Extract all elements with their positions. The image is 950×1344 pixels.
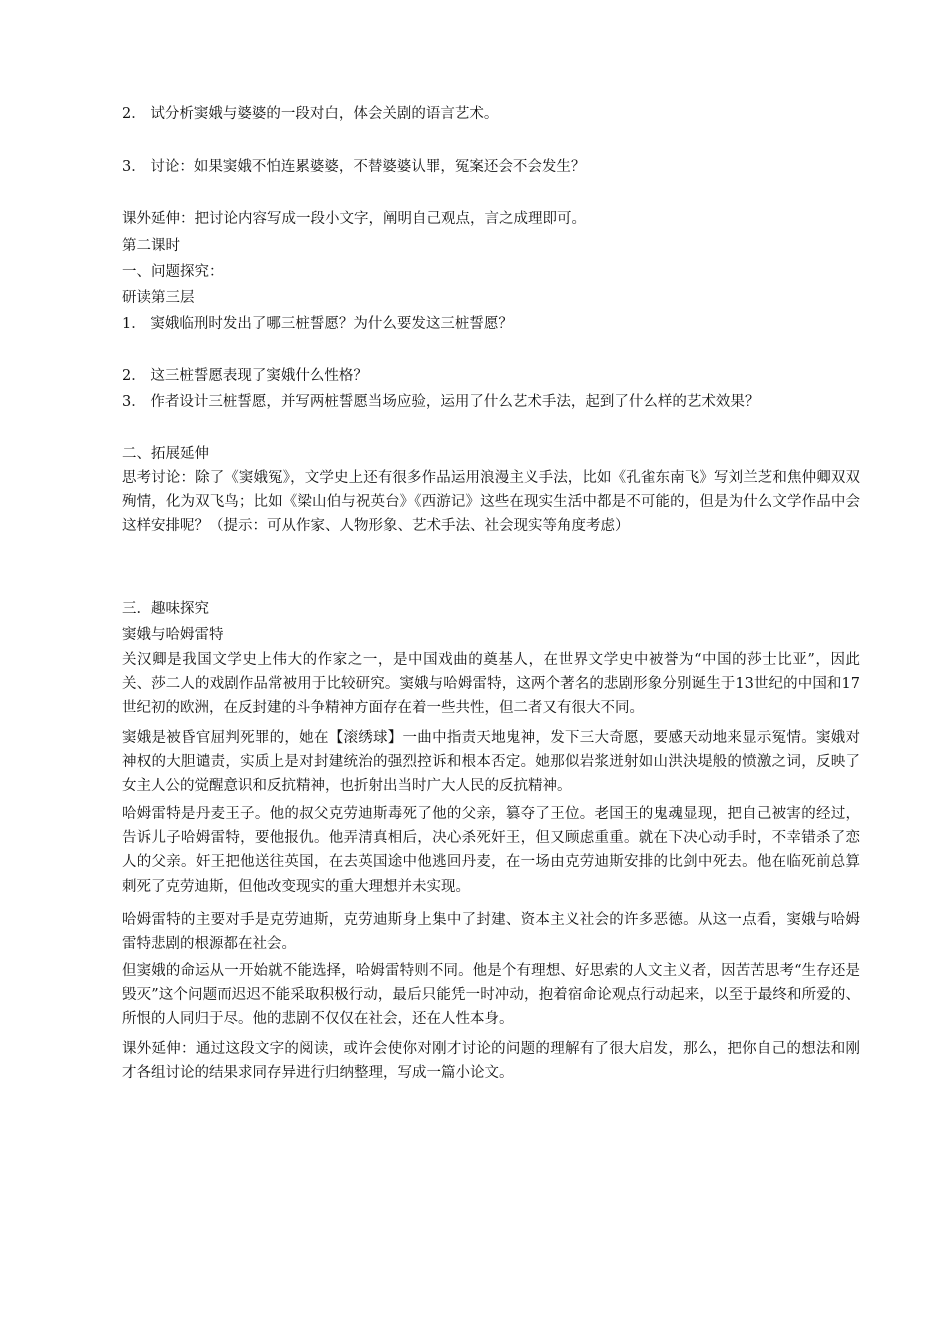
section-3-heading: 三．趣味探究	[122, 601, 209, 617]
section-1-heading: 一、问题探究：	[122, 264, 224, 280]
question-3: 3． 讨论：如果窦娥不怕连累婆婆，不替婆婆认罪，冤案还会不会发生？	[122, 159, 586, 175]
lesson2-question-3: 3． 作者设计三桩誓愿，并写两桩誓愿当场应验，运用了什么艺术手法，起到了什么样的艺术效果？	[122, 394, 760, 410]
lesson-title: 第二课时	[122, 238, 180, 254]
lesson2-question-1: 1． 窦娥临刑时发出了哪三桩誓愿？为什么要发这三桩誓愿？	[122, 316, 513, 332]
section-1-subheading: 研读第三层	[122, 290, 195, 306]
question-2: 2． 试分析窦娥与婆婆的一段对白，体会关剧的语言艺术。	[122, 106, 499, 122]
extension-note: 课外延伸：把讨论内容写成一段小文字，阐明自己观点，言之成理即可。	[122, 211, 586, 227]
paragraph-1: 关汉卿是我国文学史上伟大的作家之一，是中国戏曲的奠基人，在世界文学史中被誉为“中国的莎士比亚”，因此关、莎二人的戏剧作品常被用于比较研究。窦娥与哈姆雷特，这两个著名的悲剧形象分别诞生于13世纪的中国和17世纪初的欧洲，在反封建的斗争精神方面存在着一些共性，但二者又有很大不同。	[122, 652, 860, 717]
paragraph-3: 哈姆雷特是丹麦王子。他的叔父克劳迪斯毒死了他的父亲，篡夺了王位。老国王的鬼魂显现，把自己被害的经过，告诉儿子哈姆雷特，要他报仇。他弄清真相后，决心杀死奸王，但又顾虑重重。就在下决心动手时，不幸错杀了恋人的父亲。奸王把他送往英国，在去英国途中他逃回丹麦，在一场由克劳迪斯安排的比剑中死去。他在临死前总算刺死了克劳迪斯，但他改变现实的重大理想并未实现。	[122, 806, 860, 895]
lesson2-question-2: 2． 这三桩誓愿表现了窦娥什么性格？	[122, 368, 368, 384]
section-3-subheading: 窦娥与哈姆雷特	[122, 627, 224, 643]
section-2-text: 思考讨论：除了《窦娥冤》，文学史上还有很多作品运用浪漫主义手法，比如《孔雀东南飞》写刘兰芝和焦仲卿双双殉情，化为双飞鸟；比如《梁山伯与祝英台》《西游记》这些在现实生活中都是不可能的，但是为什么文学作品中会这样安排呢？（提示：可从作家、人物形象、艺术手法、社会现实等角度考虑）	[122, 470, 860, 535]
section-2-heading: 二、拓展延伸	[122, 446, 209, 462]
paragraph-5: 但窦娥的命运从一开始就不能选择，哈姆雷特则不同。他是个有理想、好思索的人文主义者，因苦苦思考“生存还是毁灭”这个问题而迟迟不能采取积极行动，最后只能凭一时冲动，抱着宿命论观点行动起来，以至于最终和所爱的、所恨的人同归于尽。他的悲剧不仅仅在社会，还在人性本身。	[122, 963, 860, 1028]
paragraph-6: 课外延伸：通过这段文字的阅读，或许会使你对刚才讨论的问题的理解有了很大启发，那么，把你自己的想法和刚才各组讨论的结果求同存异进行归纳整理，写成一篇小论文。	[122, 1041, 860, 1082]
paragraph-2: 窦娥是被昏官屈判死罪的，她在【滚绣球】一曲中指责天地鬼神，发下三大奇愿，要感天动地来显示冤情。窦娥对神权的大胆谴责，实质上是对封建统治的强烈控诉和根本否定。她那似岩浆迸射如山洪決堤般的愤激之词，反映了女主人公的觉醒意识和反抗精神，也折射出当时广大人民的反抗精神。	[122, 730, 860, 795]
paragraph-4: 哈姆雷特的主要对手是克劳迪斯，克劳迪斯身上集中了封建、资本主义社会的许多恶德。从这一点看，窦娥与哈姆雷特悲剧的根源都在社会。	[122, 912, 860, 953]
